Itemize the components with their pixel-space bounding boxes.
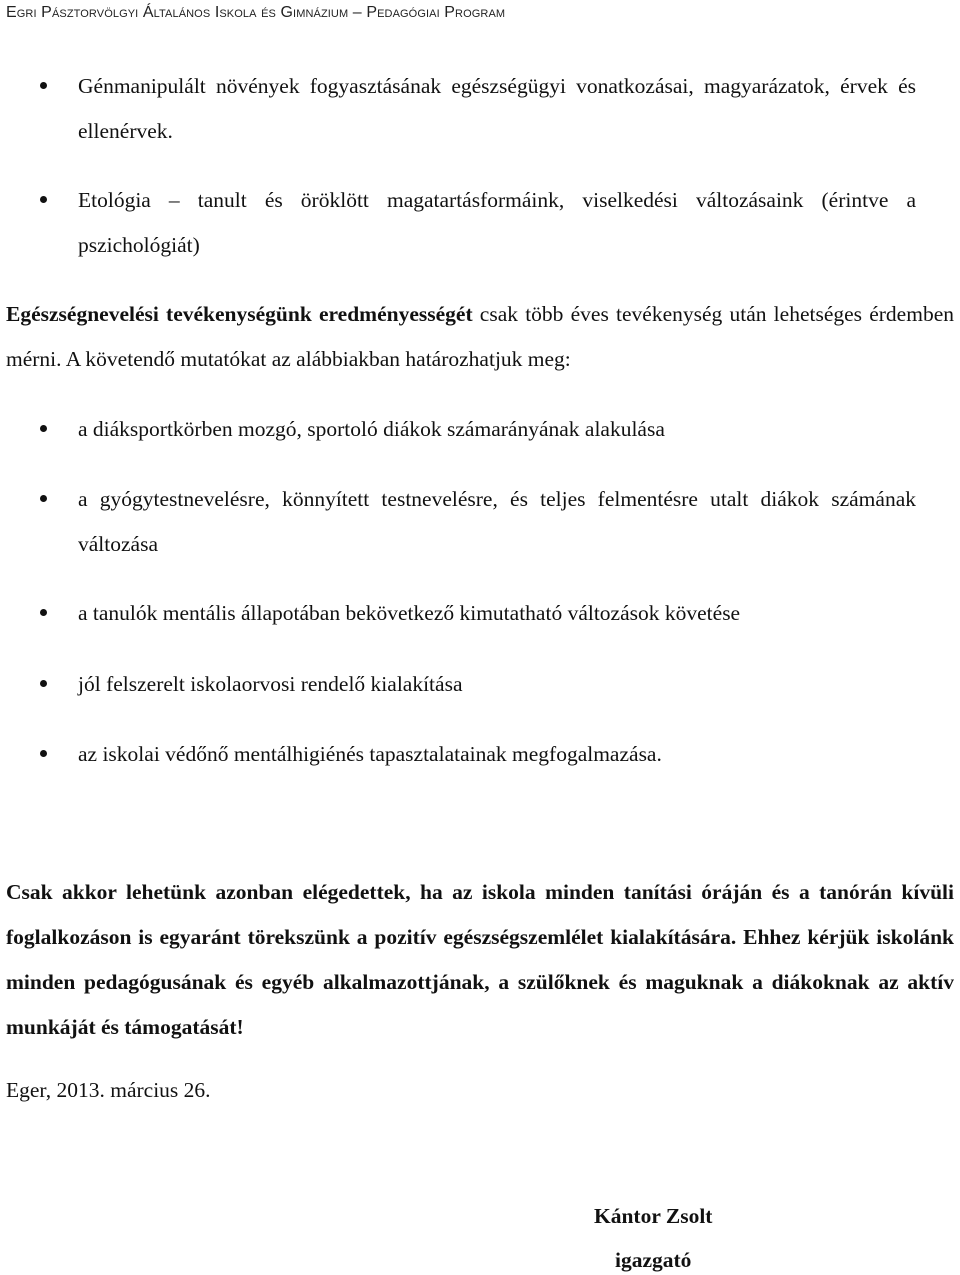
- bullet-icon: [40, 680, 47, 687]
- list-item-text: jól felszerelt iskolaorvosi rendelő kialakítása: [78, 672, 463, 696]
- list-item-text: a gyógytestnevelésre, könnyített testnevelésre, és teljes felmentésre utalt diákok számának változása: [78, 487, 916, 556]
- list-item: [40, 732, 916, 777]
- bullet-icon: [40, 609, 47, 616]
- list-item: [40, 591, 916, 636]
- bullet-icon: [40, 750, 47, 757]
- list-item-text: Génmanipulált növények fogyasztásának egészségügyi vonatkozásai, magyarázatok, érvek és ellenérvek.: [78, 74, 916, 143]
- paragraph-bold-lead: Egészségnevelési tevékenységünk eredményességét: [6, 302, 473, 326]
- list-item: [40, 178, 916, 268]
- paragraph-evaluation: [6, 292, 954, 382]
- list-item: [40, 477, 916, 567]
- list-item: [40, 662, 916, 707]
- bullet-icon: [40, 495, 47, 502]
- paragraph-body: csak több éves tevékenység után lehetséges érdemben mérni. A követendő mutatókat az alábbiakban határozhatjuk meg:: [6, 302, 954, 371]
- list-item-text: az iskolai védőnő mentálhigiénés tapasztalatainak megfogalmazása.: [78, 742, 662, 766]
- bullet-icon: [40, 196, 47, 203]
- list-item-text: a diáksportkörben mozgó, sportoló diákok számarányának alakulása: [78, 417, 665, 441]
- place-date: Eger, 2013. március 26.: [6, 1078, 211, 1102]
- signature-role: igazgató: [615, 1248, 692, 1272]
- list-item: [40, 407, 916, 452]
- list-item-text: a tanulók mentális állapotában bekövetkező kimutatható változások követése: [78, 601, 741, 625]
- list-item: [40, 64, 916, 154]
- bullet-icon: [40, 425, 47, 432]
- closing-paragraph: Csak akkor lehetünk azonban elégedettek, ha az iskola minden tanítási óráján és a tanórán kívüli foglalkozáson is egyaránt törekszünk a pozitív egészségszemlélet kialakítására. Ehhez kérjük iskolánk minden pedagógusának és egyéb alkalmazottjának, a szülőknek és maguknak a diákoknak az aktív munkáját és támogatását!: [6, 880, 954, 1039]
- signature-name: Kántor Zsolt: [594, 1204, 713, 1228]
- list-item-text: Etológia – tanult és öröklött magatartásformáink, viselkedési változásaink (érintve a pszichológiát): [78, 188, 916, 257]
- bullet-icon: [40, 82, 47, 89]
- document-header: Egri Pásztorvölgyi Általános Iskola és Gimnázium – Pedagógiai Program: [6, 4, 506, 21]
